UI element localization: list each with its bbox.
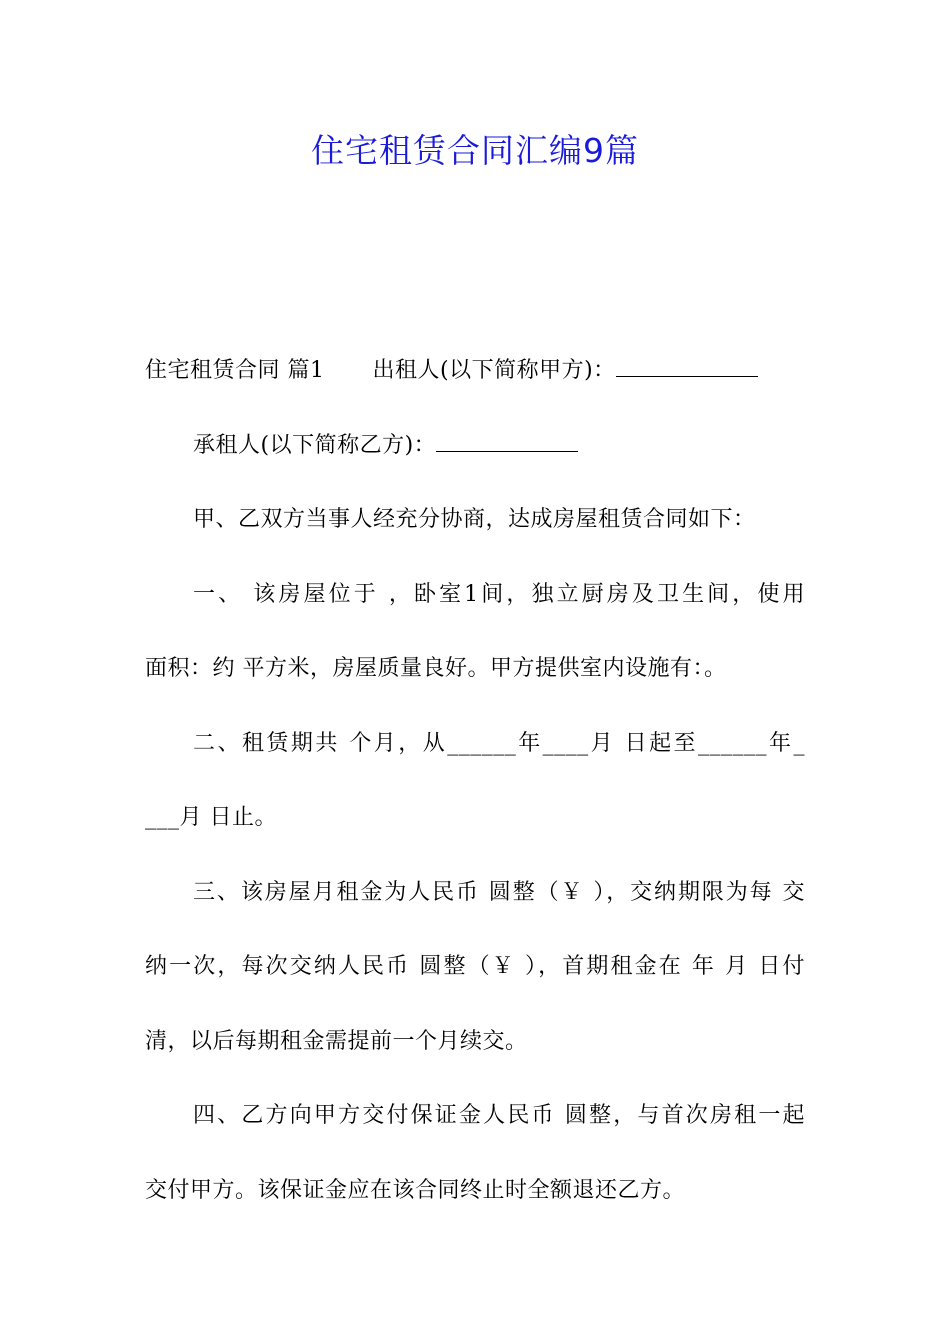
clause-4-line-1: 四、乙方向甲方交付保证金人民币 圆整，与首次房租一起 <box>193 1103 805 1128</box>
lessee-line <box>145 409 805 484</box>
clause-3-line-3: 清，以后每期租金需提前一个月续交。 <box>145 1028 528 1054</box>
clause-2-line-1: 二、租赁期共 个月，从______年____月 日起至______年_ <box>193 730 805 756</box>
clause-3-line-2: 纳一次，每次交纳人民币 圆整（￥ ），首期租金在 年 月 日付 <box>145 954 805 979</box>
lessee-label: 承租人(以下简称乙方)： <box>193 432 437 458</box>
lessor-label: 出租人(以下简称甲方)： <box>372 358 616 383</box>
paragraph-intro: 甲、乙双方当事人经充分协商，达成房屋租赁合同如下： <box>193 507 756 532</box>
document-body <box>145 334 805 1228</box>
clause-1-line-2: 面积：约 平方米，房屋质量良好。甲方提供室内设施有：。 <box>145 656 727 681</box>
clause-2-line-2: ___月 日止。 <box>145 805 277 830</box>
clause-3-line-1: 三、该房屋月租金为人民币 圆整（￥ ），交纳期限为每 交 <box>193 879 805 905</box>
document-title: 住宅租赁合同汇编9篇 <box>311 131 639 170</box>
contract-heading-line <box>145 334 805 409</box>
clause-4-line-2: 交付甲方。该保证金应在该合同终止时全额退还乙方。 <box>145 1177 686 1203</box>
contract-heading: 住宅租赁合同 篇1 <box>145 358 325 383</box>
clause-1-line-1: 一、 该房屋位于 ，卧室1间，独立厨房及卫生间，使用 <box>193 581 805 607</box>
lessee-blank <box>436 429 578 452</box>
lessor-blank <box>616 354 758 377</box>
